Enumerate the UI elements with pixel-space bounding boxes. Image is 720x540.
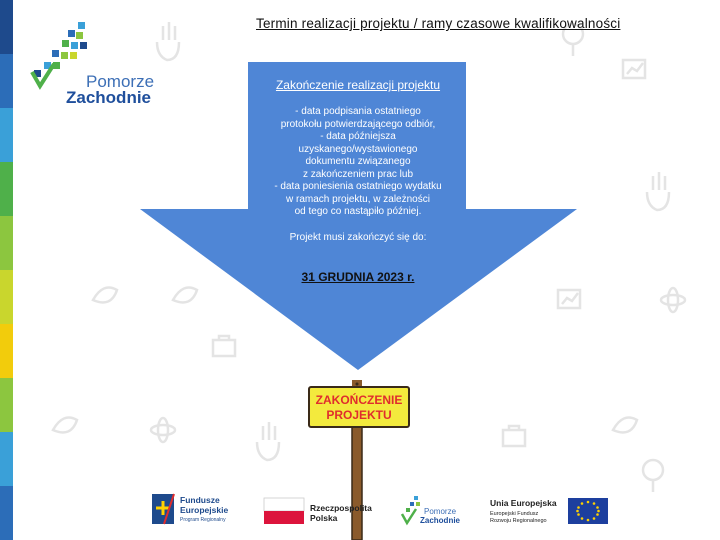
ue-line1: Unia Europejska	[490, 498, 557, 508]
ue-line2: Europejski Fundusz	[490, 511, 539, 517]
page-title: Termin realizacji projektu / ramy czasowe kwalifikowalności	[256, 16, 621, 31]
unia-europejska-logo	[490, 498, 608, 524]
fe-line3: Program Regionalny	[180, 517, 226, 523]
arrow-body-line: - data poniesienia ostatniego wydatku	[274, 181, 442, 192]
fe-line1: Fundusze	[180, 495, 220, 505]
arrow-body-line: uzyskanego/wystawionego	[298, 143, 418, 155]
arrow-body-line: z zakończeniem prac lub	[302, 168, 414, 180]
arrow-body-line: w ramach projektu, w zależności	[286, 193, 430, 205]
arrow-body-line: - data podpisania ostatniego	[295, 106, 421, 117]
ue-line3: Rozwoju Regionalnego	[490, 518, 547, 524]
rp-line2: Polska	[310, 513, 338, 523]
sign-line1: ZAKOŃCZENIE	[315, 393, 403, 407]
sign-line2: PROJEKTU	[326, 408, 392, 422]
arrow-body-line: - data późniejsza	[320, 131, 396, 142]
arrow-body-line: dokumentu związanego	[305, 156, 411, 167]
arrow-body-line: protokołu potwierdzającego odbiór,	[280, 118, 436, 130]
logo-brand-line1: Pomorze	[86, 72, 155, 91]
fundusze-europejskie-logo	[152, 494, 228, 524]
arrow-content	[252, 78, 464, 243]
arrow-body-line: od tego co nastąpiło później.	[294, 206, 422, 217]
footer-logos	[150, 488, 620, 534]
rp-line1: Rzeczpospolita	[310, 503, 372, 513]
rzeczpospolita-polska-logo	[264, 498, 372, 524]
arrow-heading: Zakończenie realizacji projektu	[275, 78, 441, 92]
arrow-body	[252, 106, 464, 219]
pomorze-zachodnie-small-logo	[402, 496, 461, 525]
fe-line2: Europejskie	[180, 505, 229, 515]
pz-line1: Pomorze	[424, 507, 457, 516]
logo-brand-line2: Zachodnie	[66, 88, 152, 107]
arrow-deadline: 31 GRUDNIA 2023 r.	[301, 270, 415, 284]
pz-line2: Zachodnie	[420, 516, 461, 525]
arrow-must-end: Projekt musi zakończyć się do:	[289, 231, 427, 243]
sign-board	[308, 386, 410, 428]
